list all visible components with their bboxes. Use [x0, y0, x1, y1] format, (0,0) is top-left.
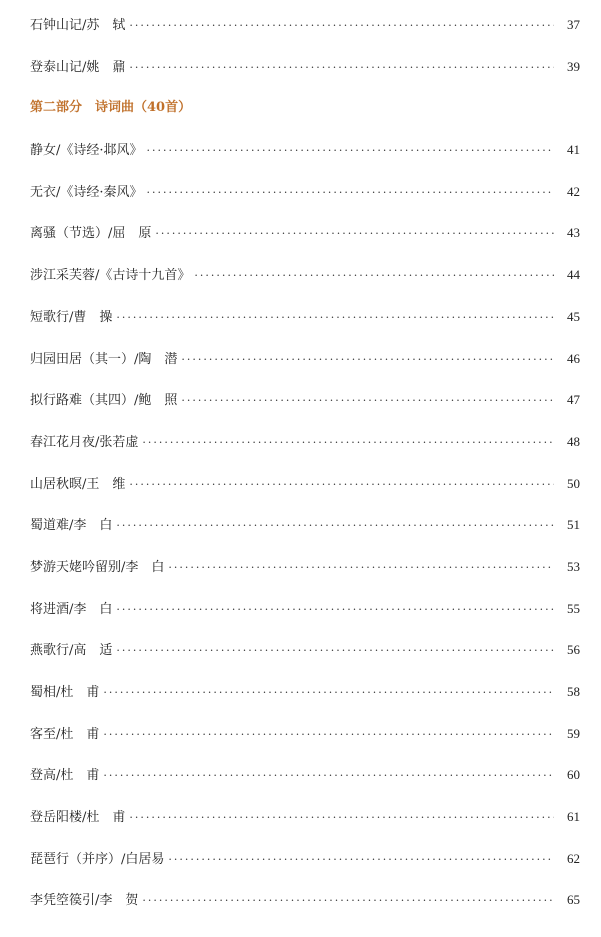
toc-entry-title: 石钟山记/苏 轼 — [30, 18, 126, 33]
dot-leader — [103, 766, 554, 786]
toc-entry-title: 归园田居（其一）/陶 潜 — [30, 351, 178, 367]
toc-entry-title: 无衣/《诗经·秦风》 — [30, 184, 143, 200]
toc-entry-title: 李凭箜篌引/李 贺 — [30, 893, 139, 909]
toc-entry-page: 47 — [567, 392, 580, 408]
dot-leader — [129, 808, 554, 828]
toc-entry-page: 51 — [567, 517, 580, 533]
toc-entry[interactable] — [30, 890, 580, 932]
toc-entry[interactable] — [30, 265, 580, 307]
dot-leader — [168, 558, 554, 578]
toc-entry-title: 离骚（节选）/屈 原 — [30, 226, 152, 242]
toc-entry-page: 46 — [567, 350, 580, 366]
dot-leader — [116, 600, 554, 620]
toc-entry-title: 琵琶行（并序）/白居易 — [30, 851, 165, 867]
toc-entry[interactable] — [30, 515, 580, 557]
toc-entry-page: 44 — [567, 267, 580, 283]
toc-entry-page: 48 — [567, 433, 580, 449]
toc-entry-page: 42 — [567, 183, 580, 199]
toc-entry[interactable] — [30, 307, 580, 349]
dot-leader — [129, 16, 554, 36]
toc-entry[interactable] — [30, 599, 580, 641]
toc-entry[interactable] — [30, 640, 580, 682]
toc-entry[interactable] — [30, 724, 580, 766]
toc-entry-title: 蜀相/杜 甫 — [30, 685, 100, 700]
dot-leader — [142, 891, 554, 911]
toc-entry-title: 燕歌行/高 适 — [30, 643, 113, 659]
toc-entry[interactable] — [30, 182, 580, 224]
dot-leader — [116, 641, 554, 661]
dot-leader — [142, 433, 554, 453]
toc-entry-title: 蜀道难/李 白 — [30, 518, 113, 534]
dot-leader — [103, 683, 554, 703]
toc-entry-page: 53 — [567, 558, 580, 574]
toc-entry-page: 50 — [567, 475, 580, 491]
toc-entry-page: 45 — [567, 308, 580, 324]
toc-entry-title: 静女/《诗经·邶风》 — [30, 143, 143, 159]
toc-entry[interactable] — [30, 390, 580, 432]
toc-entry-title: 将进酒/李 白 — [30, 601, 113, 617]
toc-entry-page: 55 — [567, 600, 580, 616]
toc-entry-page: 65 — [567, 892, 580, 908]
dot-leader — [155, 224, 554, 244]
toc-entry[interactable] — [30, 349, 580, 391]
toc-entry-page: 58 — [567, 684, 580, 699]
toc-entry[interactable] — [30, 474, 580, 516]
toc-entry-page: 56 — [567, 642, 580, 658]
toc-entry-title: 登岳阳楼/杜 甫 — [30, 810, 126, 826]
toc-entry[interactable] — [30, 682, 580, 724]
toc-entry[interactable] — [30, 15, 580, 57]
dot-leader — [129, 58, 554, 78]
toc-entry-page: 41 — [567, 142, 580, 158]
toc-entry[interactable] — [30, 765, 580, 807]
dot-leader — [147, 183, 554, 203]
toc-entry[interactable] — [30, 432, 580, 474]
toc-entry-title: 登泰山记/姚 鼐 — [30, 59, 126, 75]
toc-entry-page: 62 — [567, 850, 580, 866]
dot-leader — [181, 391, 554, 411]
dot-leader — [129, 475, 554, 495]
dot-leader — [116, 308, 554, 328]
toc-entry-page: 60 — [567, 767, 580, 783]
table-of-contents — [30, 15, 580, 932]
toc-entry[interactable] — [30, 223, 580, 265]
toc-entry-page: 37 — [567, 17, 580, 32]
toc-entry-title: 客至/杜 甫 — [30, 726, 100, 742]
toc-entry-page: 61 — [567, 809, 580, 825]
toc-entry-title: 山居秋暝/王 维 — [30, 476, 126, 492]
toc-entry[interactable] — [30, 57, 580, 99]
dot-leader — [116, 516, 554, 536]
toc-entry-title: 涉江采芙蓉/《古诗十九首》 — [30, 268, 191, 284]
toc-entry[interactable] — [30, 807, 580, 849]
dot-leader — [194, 266, 554, 286]
toc-entry-title: 春江花月夜/张若虚 — [30, 434, 139, 450]
toc-entry[interactable] — [30, 557, 580, 599]
toc-entry-title: 短歌行/曹 操 — [30, 309, 113, 325]
dot-leader — [181, 350, 554, 370]
toc-entry-page: 43 — [567, 225, 580, 241]
toc-entry[interactable] — [30, 849, 580, 891]
dot-leader — [147, 141, 554, 161]
dot-leader — [103, 725, 554, 745]
toc-entry-title: 拟行路难（其四）/鲍 照 — [30, 393, 178, 409]
dot-leader — [168, 850, 554, 870]
toc-entry[interactable] — [30, 140, 580, 182]
toc-entry-title: 登高/杜 甫 — [30, 768, 100, 784]
toc-entry-page: 59 — [567, 725, 580, 741]
toc-entry-page: 39 — [567, 58, 580, 74]
toc-entry-title: 梦游天姥吟留别/李 白 — [30, 559, 165, 575]
section-heading: 第二部分 诗词曲（40首） — [30, 100, 192, 116]
